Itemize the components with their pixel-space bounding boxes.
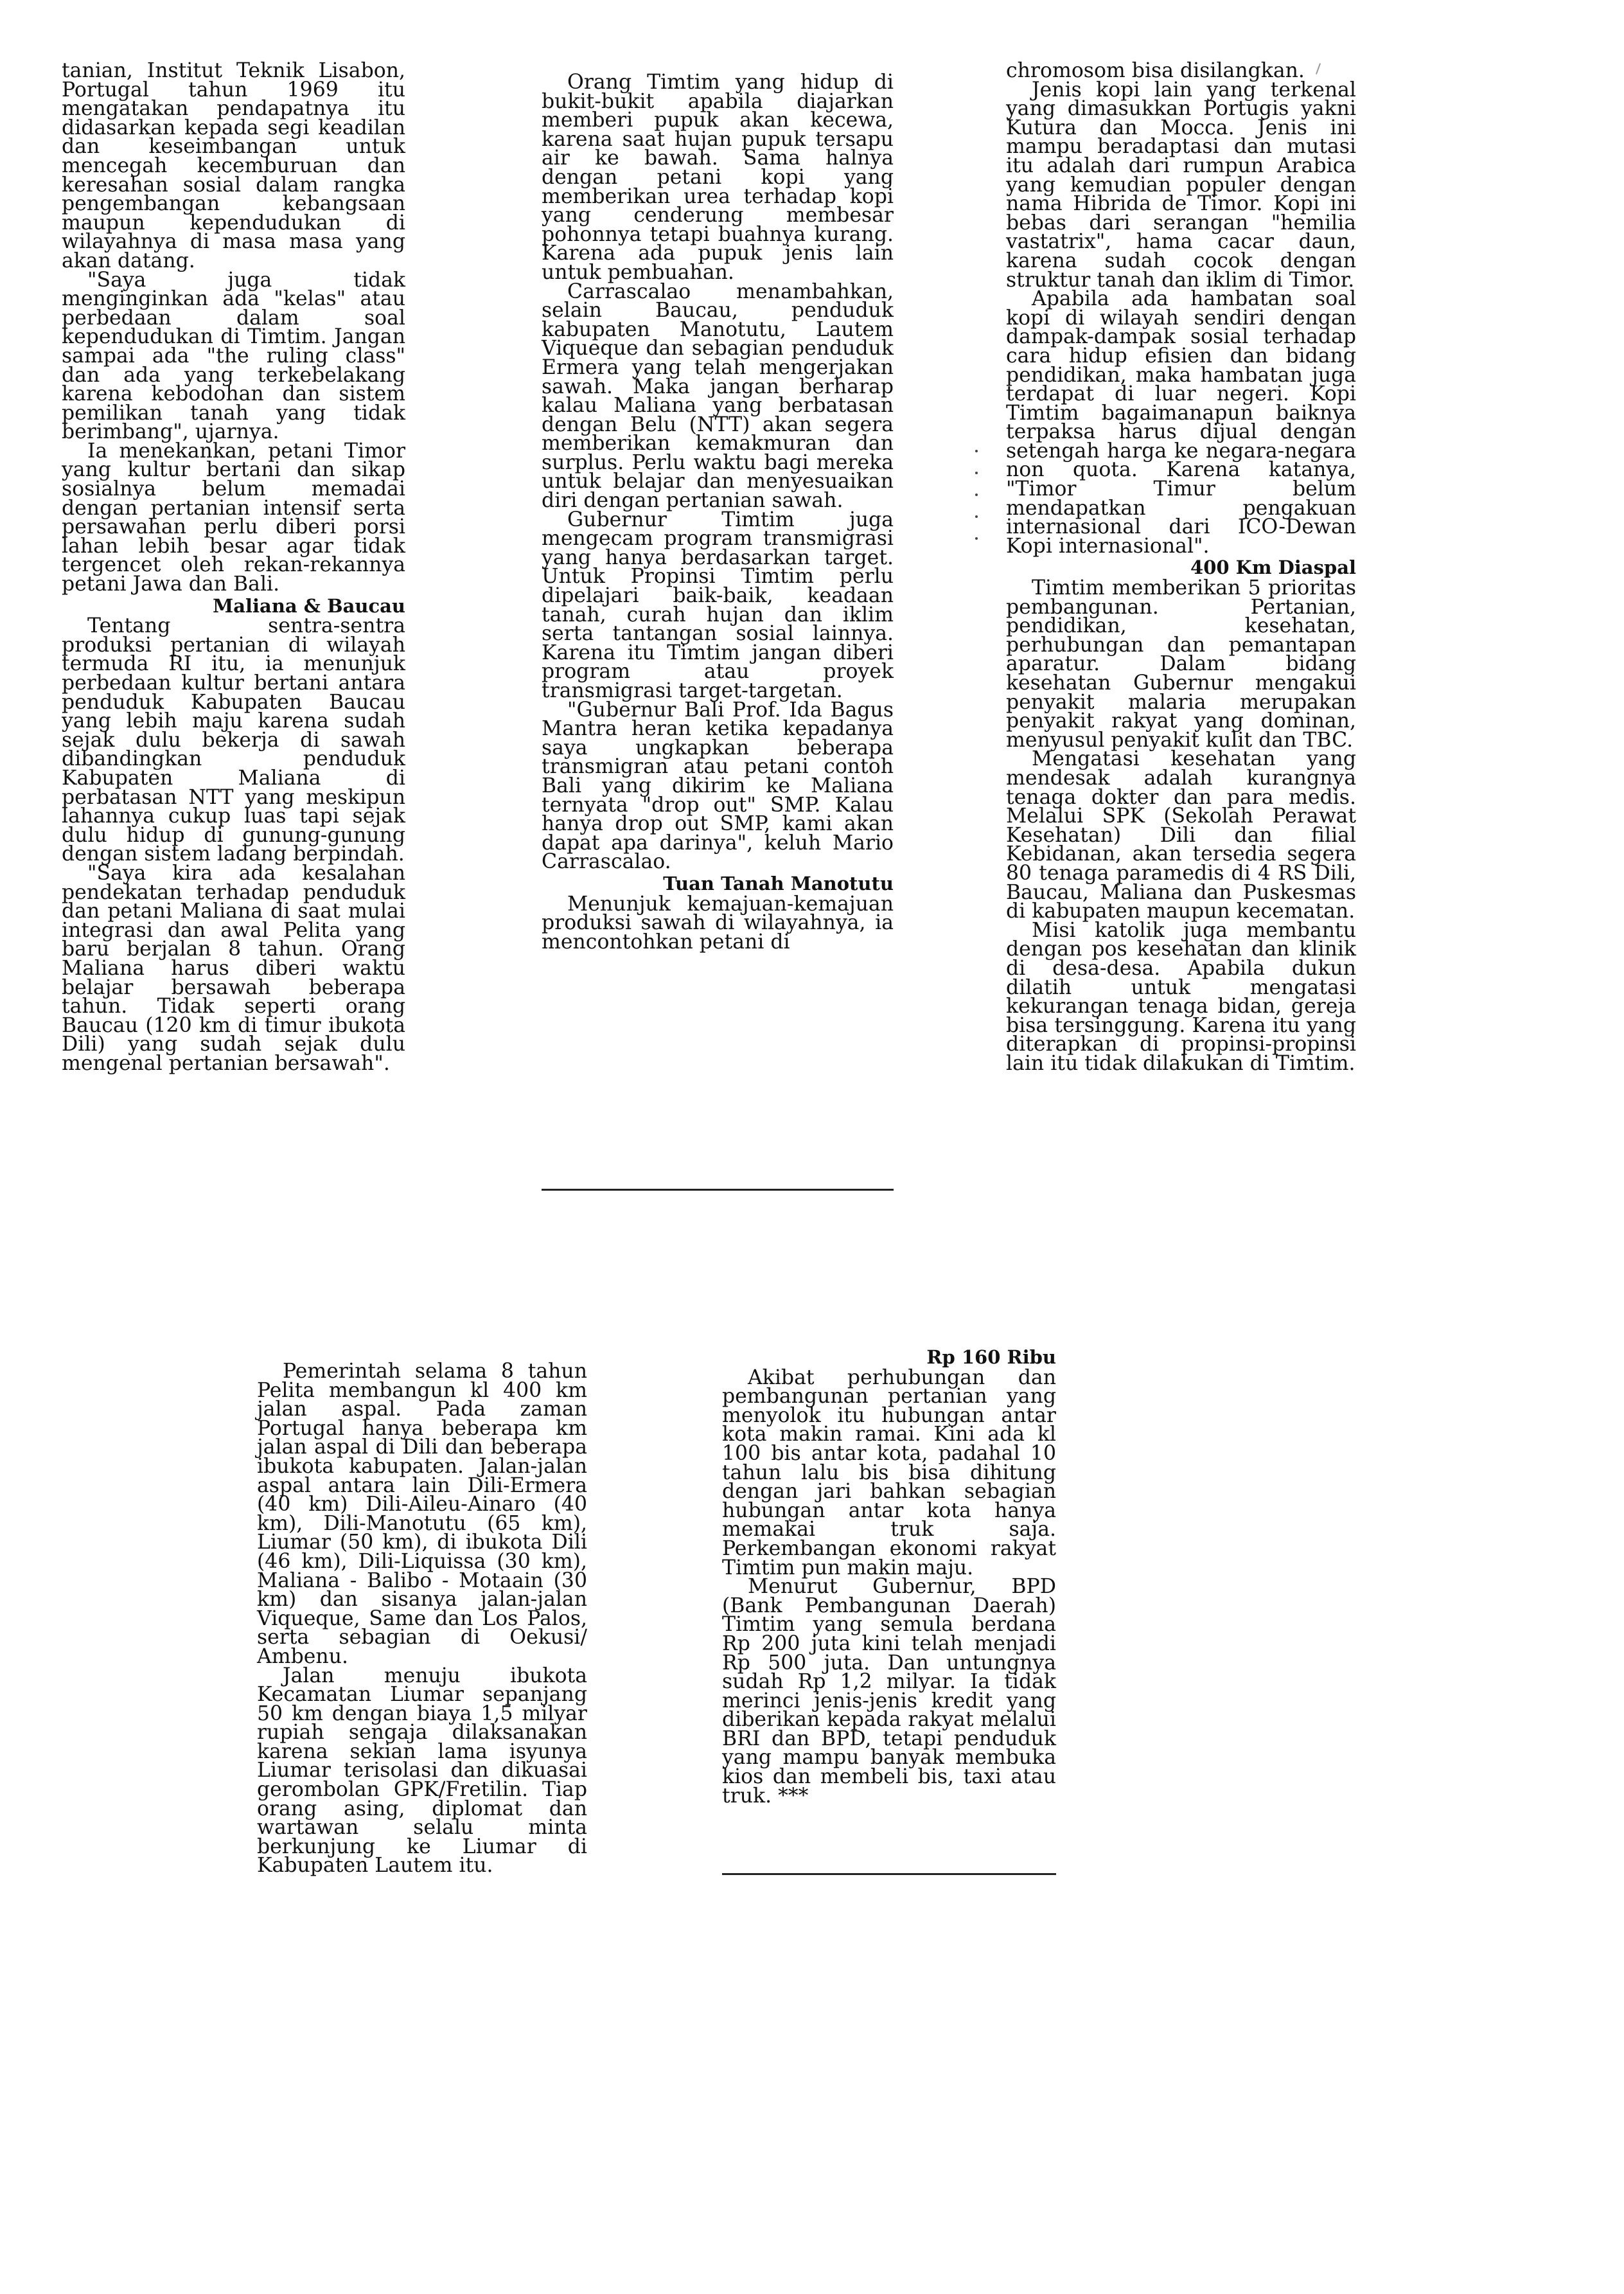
article-column-1 (62, 59, 405, 1075)
article-column-4 (257, 1362, 587, 1876)
paragraph: Pemerintah selama 8 tahun Pelita membangun kl 400 km jalan aspal. Pada zaman Portugal hanya beberapa km jalan aspal di Dili dan beberapa ibukota kabupaten. Jalan-jalan aspal antara lain Dili-Ermera (40 km) Dili-Aileu-Ainaro (40 km), Dili-Manotutu (65 km), Liumar (50 km), di ibukota Dili (46 km), Dili-Liquissa (30 km), Maliana - Balibo - Motaain (30 km) dan sisanya jalan-jalan Viqueque, Same dan Los Palos, serta sebagian di Oekusi/ Ambenu. (257, 1360, 587, 1668)
paragraph: Orang Timtim yang hidup di bukit-bukit apabila diajarkan memberi pupuk akan kecewa, karena saat hujan pupuk tersapu air ke bawah. Sama halnya dengan petani kopi yang memberikan urea terhadap kopi yang cenderung membesar pohonnya tetapi buahnya kurang. Karena ada pupuk jenis lain untuk pembuahan. (542, 71, 894, 284)
paragraph: Ia menekankan, petani Timor yang kultur bertani dan sikap sosialnya belum memadai dengan pertanian intensif serta persawahan perlu diberi porsi lahan lebih besar agar tidak tergencet oleh rekan-rekannya petani Jawa dan Bali. (62, 439, 405, 596)
subheading-400-km-diaspal: 400 Km Diaspal (1190, 556, 1356, 579)
paragraph: chromosom bisa disilangkan. (1006, 59, 1305, 82)
subheading-tuan-tanah-manotutu: Tuan Tanah Manotutu (663, 872, 894, 894)
paragraph: Apabila ada hambatan soal kopi di wilayah sendiri dengan dampak-dampak sosial terhadap cara hidup efisien dan bidang pendidikan, maka hambatan juga terdapat di luar negeri. Kopi Timtim bagaimanapun baiknya terpaksa harus dijual dengan setengah harga ke negara-negara non quota. Karena katanya, "Timor Timur belum mendapatkan pengakuan internasional dari ICO-Dewan Kopi internasional". (1006, 287, 1356, 558)
column-end-rule (542, 1189, 894, 1191)
scan-dots (975, 450, 979, 559)
paragraph: Menunjuk kemajuan-kemajuan produksi sawah di wilayahnya, ia mencontohkan petani di (542, 892, 894, 954)
paragraph: Tentang sentra-sentra produksi pertanian di wilayah termuda RI itu, ia menunjuk perbedaan kultur bertani antara penduduk Kabupaten Baucau yang lebih maju karena sudah sejak dulu bekerja di sawah dibandingkan penduduk Kabupaten Maliana di perbatasan NTT yang meskipun lahannya cukup luas tapi sejak dulu hidup di gunung-gunung dengan sistem ladang berpindah. (62, 614, 405, 866)
paragraph: Carrascalao menambahkan, selain Baucau, penduduk kabupaten Manotutu, Lautem Viqueque dan sebagian penduduk Ermera yang telah mengerjakan sawah. Maka jangan berharap kalau Maliana yang berbatasan dengan Belu (NTT) akan segera memberikan kemakmuran dan surplus. Perlu waktu bagi mereka untuk belajar dan menyesuaikan diri dengan pertanian sawah. (542, 280, 894, 513)
paragraph: Menurut Gubernur, BPD (Bank Pembangunan Daerah) Timtim yang semula berdana Rp 200 juta kini telah menjadi Rp 500 juta. Dan untungnya sudah Rp 1,2 milyar. Ia tidak merinci jenis-jenis kredit yang diberikan kepada rakyat melalui BRI dan BPD, tetapi penduduk yang mampu banyak membuka kios dan membeli bis, taxi atau truk. *** (722, 1575, 1056, 1808)
article-column-2 (542, 73, 894, 952)
paragraph: tanian, Institut Teknik Lisabon, Portugal tahun 1969 itu mengatakan pendapatnya itu didasarkan kepada segi keadilan dan keseimbangan untuk mencegah kecemburuan dan keresahan sosial dalam rangka pengembangan kebangsaan maupun kependudukan di wilayahnya di masa masa yang akan datang. (62, 59, 405, 272)
subheading-rp-160-ribu: Rp 160 Ribu (926, 1346, 1056, 1368)
article-column-3 (1006, 59, 1356, 1075)
article-column-5 (722, 1346, 1056, 1806)
column-end-rule (722, 1873, 1056, 1875)
paragraph: Akibat perhubungan dan pembangunan pertanian yang menyolok itu hubungan antar kota makin ramai. Kini ada kl 100 bis antar kota, padahal 10 tahun lalu bis bisa dihitung dengan jari bahkan sebagian hubungan antar kota hanya memakai truk saja. Perkembangan ekonomi rakyat Timtim pun makin maju. (722, 1365, 1056, 1579)
paragraph: Mengatasi kesehatan yang mendesak adalah kurangnya tenaga dokter dan para medis. Melalui SPK (Sekolah Perawat Kesehatan) Dili dan filial Kebidanan, akan tersedia segera 80 tenaga paramedis di 4 RS Dili, Baucau, Maliana dan Puskesmas di kabupaten maupun kecematan. (1006, 747, 1356, 923)
paragraph: Gubernur Timtim juga mengecam program transmigrasi yang hanya berdasarkan target. Untuk Propinsi Timtim perlu dipelajari baik-baik, keadaan tanah, curah hujan dan iklim serta tantangan sosial lainnya. Karena itu Timtim jangan diberi program atau proyek transmigrasi target-targetan. (542, 508, 894, 702)
paragraph: "Saya juga tidak menginginkan ada "kelas" atau perbedaan dalam soal kependudukan di Timtim. Jangan sampai ada "the ruling class" dan ada yang terkebelakang karena kebodohan dan sistem pemilikan tanah yang tidak berimbang", ujarnya. (62, 268, 405, 444)
paragraph: Jalan menuju ibukota Kecamatan Liumar sepanjang 50 km dengan biaya 1,5 milyar rupiah sengaja dilaksanakan karena sekian lama isyunya Liumar terisolasi dan dikuasai gerombolan GPK/Fretilin. Tiap orang asing, diplomat dan wartawan selalu minta berkunjung ke Liumar di Kabupaten Lautem itu. (257, 1664, 587, 1878)
subheading-maliana-baucau: Maliana & Baucau (213, 594, 405, 617)
paragraph: Jenis kopi lain yang terkenal yang dimasukkan Portugis yakni Kutura dan Mocca. Jenis ini mampu beradaptasi dan mutasi itu adalah dari rumpun Arabica yang kemudian populer dengan nama Hibrida de Timor. Kopi ini bebas dari serangan "hemilia vastatrix", hama cacar daun, karena sudah cocok dengan struktur tanah dan iklim di Timor. (1006, 78, 1356, 292)
paragraph: "Saya kira ada kesalahan pendekatan terhadap penduduk dan petani Maliana di saat mulai integrasi dan awal Pelita yang baru berjalan 8 tahun. Orang Maliana harus diberi waktu belajar bersawah beberapa tahun. Tidak seperti orang Baucau (120 km di timur ibukota Dili) yang sudah sejak dulu mengenal pertanian bersawah". (62, 861, 405, 1075)
paragraph: "Gubernur Bali Prof. Ida Bagus Mantra heran ketika kepadanya saya ungkapkan beberapa transmigran atau petani contoh Bali yang dikirim ke Maliana ternyata "drop out" SMP. Kalau hanya drop out SMP, kami akan dapat apa darinya", keluh Mario Carrascalao. (542, 698, 894, 874)
paragraph: Misi katolik juga membantu dengan pos kesehatan dan klinik di desa-desa. Apabila dukun dilatih untuk mengatasi kekurangan tenaga bidan, gereja bisa tersinggung. Karena itu yang diterapkan di propinsi-propinsi lain itu tidak dilakukan di Timtim. (1006, 918, 1356, 1075)
paragraph: Timtim memberikan 5 prioritas pembangunan. Pertanian, pendidikan, kesehatan, perhubungan dan pemantapan aparatur. Dalam bidang kesehatan Gubernur mengakui penyakit malaria merupakan penyakit rakyat yang dominan, menyusul penyakit kulit dan TBC. (1006, 576, 1356, 752)
